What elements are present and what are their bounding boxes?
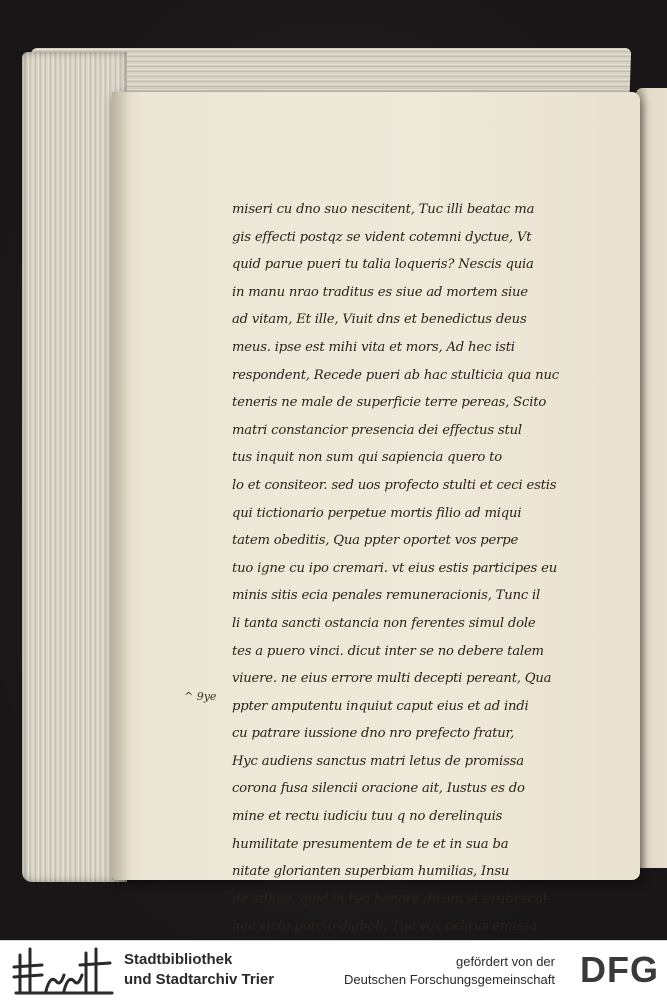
manuscript-line: Hyc audiens sanctus matri letus de promissa [232, 753, 524, 769]
manuscript-line: tuo igne cu ipo cremari. vt eius estis participes eu [232, 560, 557, 576]
manuscript-line: nitate glorianten superbiam humilias, Insu [232, 864, 510, 880]
manuscript-line: ppter amputentu inquiut caput eius et ad indi [232, 698, 529, 714]
manuscript-line: gis effecti postqz se vident cotemni dyctue, Vt [232, 229, 532, 245]
library-name-line1: Stadtbibliothek [124, 951, 233, 968]
library-name [124, 950, 274, 990]
manuscript-line: viuere. ne eius errore multi decepti pereant, Qua [232, 671, 552, 687]
manuscript-line: teneris ne male de superficie terre pereas, Scito [232, 395, 547, 411]
footer-banner [0, 940, 667, 1001]
manuscript-line: li tanta sancti ostancia non ferentes simul dole [232, 615, 536, 631]
manuscript-text [232, 196, 610, 940]
manuscript-line: hec victa porcio diaboli, Tuc vox celitus emissa [232, 919, 538, 935]
funding-credit [344, 953, 555, 989]
manuscript-line: qui tictionario perpetue mortis filio ad miqui [232, 505, 522, 521]
manuscript-line: respondent, Recede pueri ab hac stulticia qua nuc [232, 367, 559, 383]
manuscript-line: matri constancior presencia dei effectus stul [232, 422, 522, 438]
manuscript-line: corona fusa silencii oracione ait, Iustus es do [232, 781, 525, 797]
manuscript-line: humilitate presumentem de te et in sua ba [232, 836, 509, 852]
manuscript-line: lo et consiteor. sed uos profecto stulti et ceci estis [232, 477, 557, 493]
dfg-logo: DFG [580, 949, 659, 990]
manuscript-line: tes a puero vinci. dicut inter se no debere talem [232, 643, 544, 659]
facing-page [636, 88, 667, 868]
library-logo-icon [12, 945, 116, 997]
library-name-line2: und Stadtarchiv Trier [124, 971, 275, 988]
manuscript-line: minis sitis ecia penales remuneracionis, Tunc il [232, 588, 541, 604]
manuscript-line: ad vitam, Et ille, Viuit dns et benedictus deus [232, 312, 527, 328]
manuscript-line: meus. ipse est mihi vita et mors, Ad hec isti [232, 339, 515, 355]
manuscript-line: cu patrare iussione dno nro prefecto fratur, [232, 726, 515, 742]
funding-line2: Deutschen Forschungsgemeinschaft [343, 972, 555, 987]
manuscript-line: tus inquit non sum qui sapiencia quero to [232, 450, 502, 466]
funding-line1: gefördert von der [455, 954, 555, 969]
manuscript-line: tatem obeditis, Qua ppter oportet vos perpe [232, 533, 519, 549]
manuscript-line: mine et rectu iudiciu tuu q no derelinquis [232, 809, 503, 825]
manuscript-line: de adhuc, quid in tuo honore dicam vt erubescat [232, 891, 548, 907]
manuscript-line: miseri cu dno suo nescitent, Tuc illi beatac ma [232, 202, 535, 217]
manuscript-line: quid parue pueri tu talia loqueris? Nescis quia [232, 257, 534, 273]
manuscript-line: in manu nrao traditus es siue ad mortem siue [232, 284, 528, 300]
margin-annotation: ^ 9ye [184, 690, 217, 703]
